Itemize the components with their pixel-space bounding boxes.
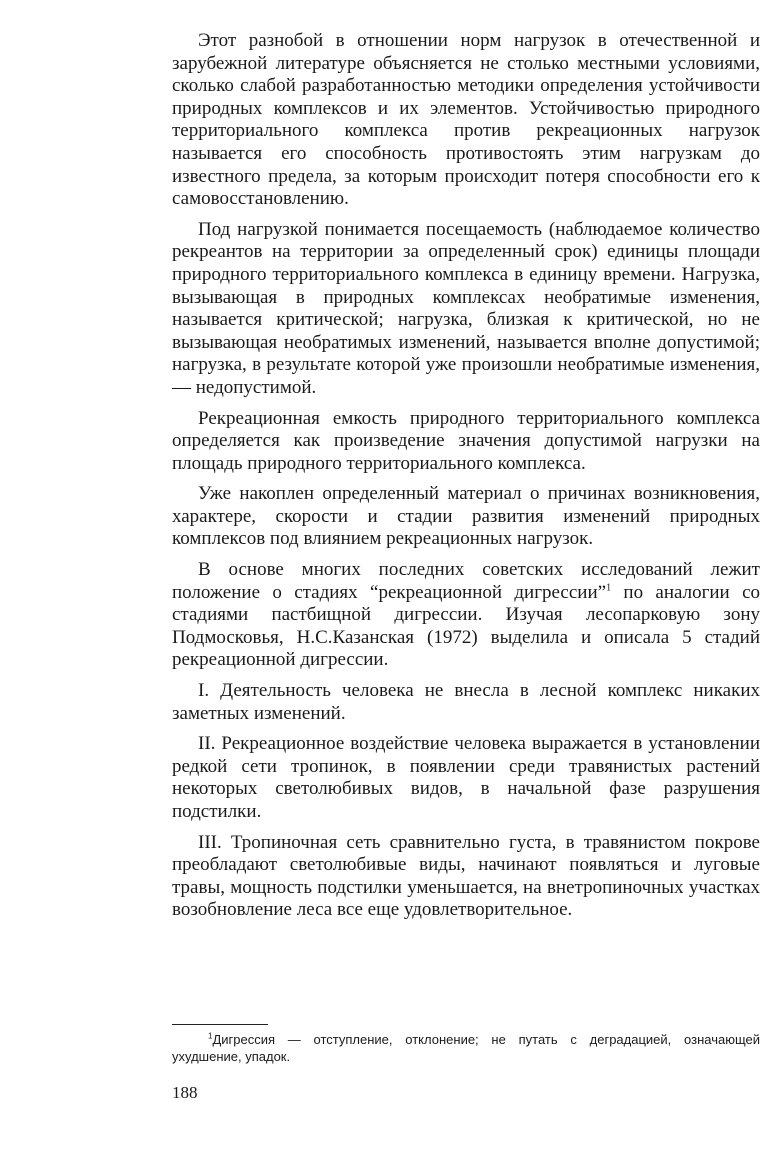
footnote-mark: 1 (208, 1031, 213, 1041)
paragraph-load-definition: Под нагрузкой понимается посещаемость (наблюдаемое количество рекреантов на территории за определенный срок) единицы площади природного территориального комплекса в единицу времени. Нагрузка, вызывающая в природных комплексах необратимые изменения, называется критической; нагрузка, близкая к критической, но не вызывающая необратимых изменений, называется вполне допустимой; нагрузка, в результате которой уже произошли необратимые изменения, — недопустимой. (172, 218, 760, 398)
digression-text-after: по аналогии со стадиями пастбищной дигрессии. Изучая лесопарковую зону Подмосковья, Н.С.Казанская (1972) выделила и описала 5 стадий рекреационной дигрессии. (172, 581, 760, 671)
paragraph-accumulated-material: Уже накоплен определенный материал о причинах возникновения, характере, скорости и стадии развития изменений природных комплексов под влиянием рекреационных нагрузок. (172, 483, 760, 550)
paragraph-digression-stages (172, 559, 760, 672)
page-number: 188 (172, 1083, 198, 1102)
stage-item-1: I. Деятельность человека не внесла в лесной комплекс никаких заметных изменений. (172, 680, 760, 724)
paragraph-recreational-capacity: Рекреационная емкость природного территориального комплекса определяется как произведение значения допустимой нагрузки на площадь природного территориального комплекса. (172, 407, 760, 474)
digression-text-before: В основе многих последних советских исследований лежит положение о стадиях “рекреационной дигрессии” (172, 559, 760, 603)
footnote (172, 1031, 760, 1065)
paragraph-norms-discrepancy: Этот разнобой в отношении норм нагрузок в отечественной и зарубежной литературе объясняется не столько местными условиями, сколько слабой разработанностью методики определения устойчивости природных комплексов и их элементов. Устойчивостью природного территориального комплекса против рекреационных нагрузок называется его способность противостоять этим нагрузкам до известного предела, за которым происходит потеря способности его к самовосстановлению. (172, 30, 760, 210)
body-text (172, 30, 760, 930)
stage-item-2: II. Рекреационное воздействие человека выражается в установлении редкой сети тропинок, в появлении среди травянистых растений некоторых светолюбивых видов, в начальной фазе разрушения подстилки. (172, 733, 760, 822)
footnote-divider (172, 1024, 268, 1025)
stage-item-3: III. Тропиночная сеть сравнительно густа, в травянистом покрове преобладают светолюбивые виды, начинают появляться и луговые травы, мощность подстилки уменьшается, на внетропиночных участках возобновление леса все еще удовлетворительное. (172, 831, 760, 921)
footnote-reference[interactable]: 1 (606, 582, 612, 594)
footnote-text: Дигрессия — отступление, отклонение; не путать с деградацией, означающей ухудшение, упадок. (172, 1032, 760, 1064)
